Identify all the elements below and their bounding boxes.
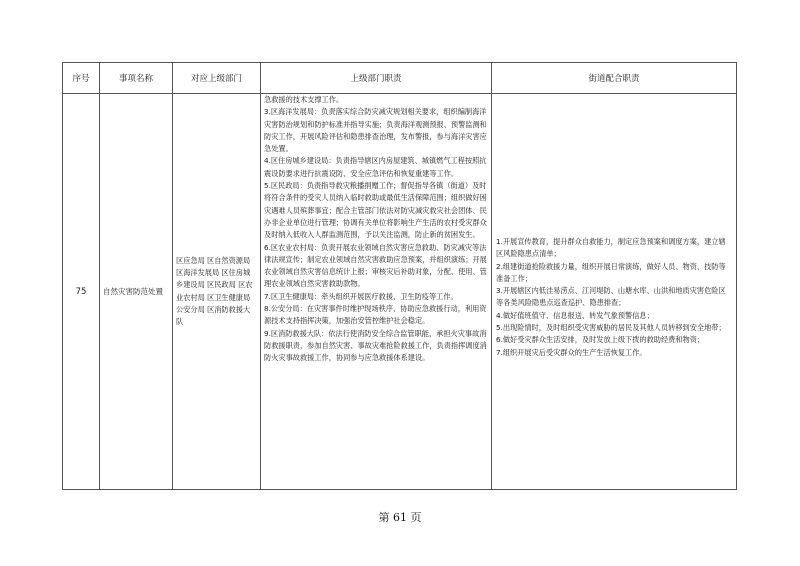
responsibility-table <box>62 62 737 490</box>
row-superior-duties <box>261 94 492 490</box>
superior-duty-line: 4.区住房城乡建设局：负责指导辖区内房屋建筑、城镇燃气工程按照抗震设防要求进行抗震设防、安全应急评估和恢复重建等工作。 <box>264 156 487 178</box>
superior-duty-line: 急救援的技术支撑工作。 <box>264 95 344 104</box>
superior-duty-line: 5.区民政局：负责指导救灾粮播捐赠工作；督促指导各镇（街道）及时将符合条件的受灾人员纳入临时救助或最低生活保障范围；组织做好困灾遇难人员殡葬事宜；配合主管部门依法对防灾减灾救灾社会团体、民办非企业单位进行管理；协调有关单位将影响生产生活的农村受灾群众及时纳入低收入人群监测范围，予以关注监测，防止新的贫困发生。 <box>264 181 487 240</box>
header-item-name: 事项名称 <box>100 63 173 94</box>
table-header-row <box>63 63 737 94</box>
superior-duty-line: 6.区农业农村局：负责开展农业领域自然灾害应急救助、防灾减灾等法律法规宣传；制定农业领域自然灾害救助应急预案，并组织演练；开展农业领域自然灾害信息统计上报；审核灾后补助对象，分配、使用、管理农业领域自然灾害救助款物。 <box>264 242 487 289</box>
street-duty-line: 2.组建街道抢险救援力量，组织开展日常演练，做好人员、物资、技防等准备工作； <box>496 261 726 283</box>
street-duty-line: 1.开展宣传教育，提升群众自救能力，制定应急预案和调度方案，建立辖区风险隐患点清单； <box>496 237 726 259</box>
street-duty-line: 3.开展辖区内低洼易涝点、江河堤防、山塘水库、山洪和地质灾害危险区等各类风险隐患点巡查巡护、隐患排查； <box>496 286 726 308</box>
header-superior-duties: 上级部门职责 <box>261 63 492 94</box>
row-street-duties <box>492 94 737 490</box>
header-street-duties: 街道配合职责 <box>492 63 737 94</box>
row-item-name: 自然灾害防范处置 <box>100 94 173 490</box>
superior-duty-line: 7.区卫生健康局：牵头组织开展医疗救援、卫生防疫等工作。 <box>264 291 458 301</box>
table-row <box>63 94 737 490</box>
header-seq: 序号 <box>63 63 100 94</box>
row-seq: 75 <box>63 94 100 490</box>
street-duty-line: 5.出现险情时，及时组织受灾害威胁的居民及其他人员转移到安全地带； <box>496 323 726 333</box>
street-duty-line: 7.组织开展灾后受灾群众的生产生活恢复工作。 <box>496 347 647 357</box>
row-superior-dept: 区应急局 区自然资源局 区海洋发展局 区住房城乡建设局 区民政局 区农业农村局 区卫生健康局 公安分局 区消防救援大队 <box>173 94 261 490</box>
street-duty-line: 4.做好值班值守、信息报送、转发气象预警信息； <box>496 310 654 320</box>
page-number: 第 61 页 <box>378 511 422 524</box>
header-superior-dept: 对应上级部门 <box>173 63 261 94</box>
superior-duty-line: 8.公安分局：在灾害事件时维护现场秩序、协助应急救援行动，利用资源技术支持指挥决策，加强治安管控维护社会稳定。 <box>264 304 487 326</box>
street-duty-line: 6.做好受灾群众生活安排，及时发放上级下拨的救助经费和物资； <box>496 335 705 345</box>
superior-duty-line: 3.区海洋发展局：负责落实综合防灾减灾规划相关要求，组织编制海洋灾害防治规划和防护标准并指导实施；负责海洋观测预报、预警监测和防灾工作，开展风险评估和隐患排查治理，发布警报，参与海洋灾害应急处置。 <box>264 107 487 154</box>
superior-duty-line: 9.区消防救援大队：依法行使消防安全综合监管职能，承担火灾事故消防救援职责，参加自然灾害、事故灾难抢险救援工作，负责指挥调度消防火灾事故救援工作，协同参与应急救援体系建设。 <box>264 328 487 363</box>
